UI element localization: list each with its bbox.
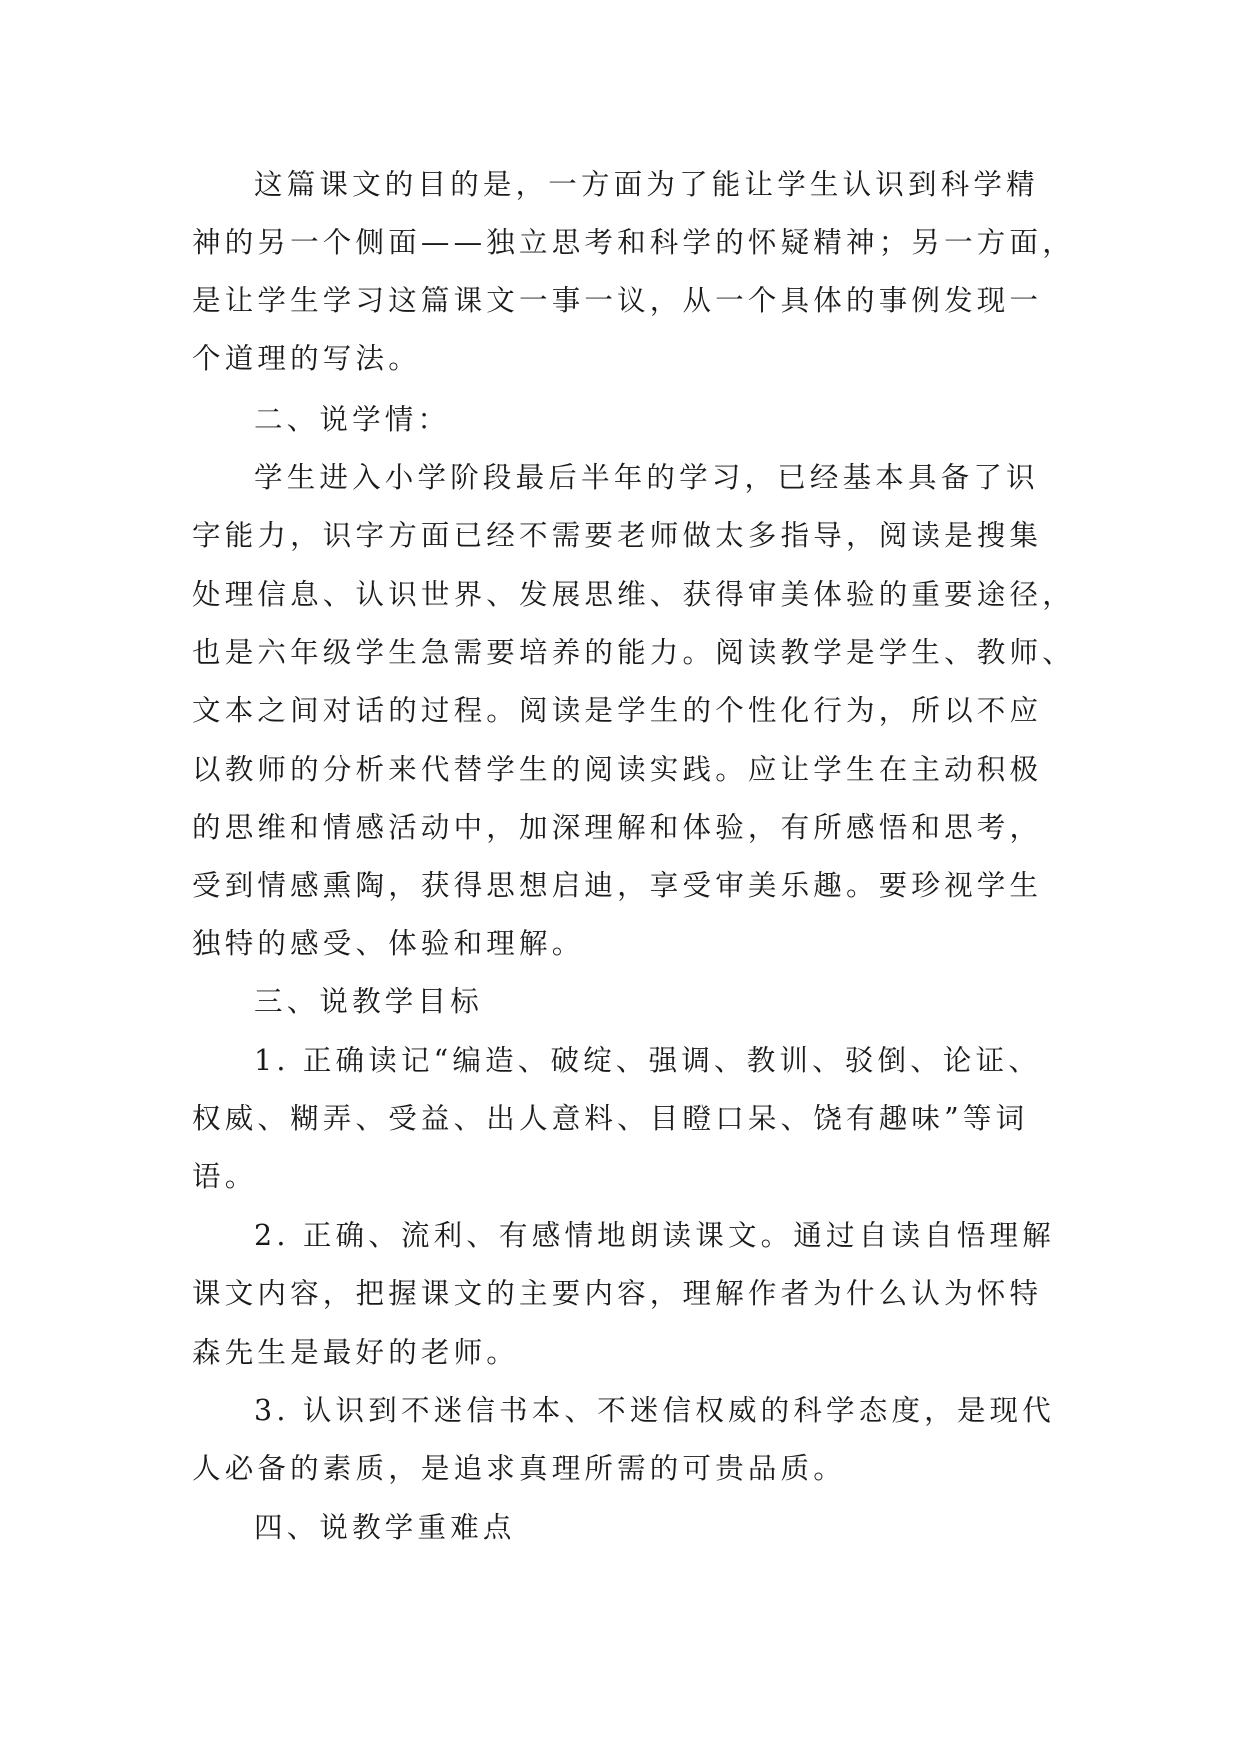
- text-line: 以教师的分析来代替学生的阅读实践。应让学生在主动积极: [192, 753, 1043, 786]
- text-line: 这篇课文的目的是，一方面为了能让学生认识到科学精: [254, 168, 1039, 201]
- text-line: 受到情感熏陶，获得思想启迪，享受审美乐趣。要珍视学生: [192, 869, 1043, 902]
- text-line: 是让学生学习这篇课文一事一议，从一个具体的事例发现一: [192, 284, 1043, 317]
- section-heading: 二、说学情：: [254, 403, 451, 436]
- text-line: 学生进入小学阶段最后半年的学习，已经基本具备了识: [254, 461, 1039, 494]
- text-line: 处理信息、认识世界、发展思维、获得审美体验的重要途径，: [192, 578, 1075, 611]
- list-item: 2. 正确、流利、有感情地朗读课文。通过自读自悟理解: [254, 1219, 1055, 1252]
- text-line: 也是六年级学生急需要培养的能力。阅读教学是学生、教师、: [192, 636, 1075, 669]
- list-item: 1. 正确读记“编造、破绽、强调、教训、驳倒、论证、: [254, 1044, 1042, 1077]
- text-line: 文本之间对话的过程。阅读是学生的个性化行为，所以不应: [192, 694, 1043, 727]
- text-line: 字能力，识字方面已经不需要老师做太多指导，阅读是搜集: [192, 519, 1043, 552]
- text-line: 神的另一个侧面——独立思考和科学的怀疑精神；另一方面，: [192, 226, 1075, 259]
- text-line: 人必备的素质，是追求真理所需的可贵品质。: [192, 1452, 847, 1485]
- list-item: 3. 认识到不迷信书本、不迷信权威的科学态度，是现代: [254, 1394, 1055, 1427]
- text-line: 课文内容，把握课文的主要内容，理解作者为什么认为怀特: [192, 1277, 1043, 1310]
- text-line: 语。: [192, 1160, 258, 1193]
- section-heading: 四、说教学重难点: [254, 1511, 516, 1544]
- section-heading: 三、说教学目标: [254, 985, 483, 1018]
- text-line: 独特的感受、体验和理解。: [192, 927, 585, 960]
- text-line: 的思维和情感活动中，加深理解和体验，有所感悟和思考，: [192, 811, 1043, 844]
- text-line: 个道理的写法。: [192, 342, 421, 375]
- text-line: 森先生是最好的老师。: [192, 1336, 520, 1369]
- text-line: 权威、糊弄、受益、出人意料、目瞪口呆、饶有趣味”等词: [192, 1102, 1029, 1135]
